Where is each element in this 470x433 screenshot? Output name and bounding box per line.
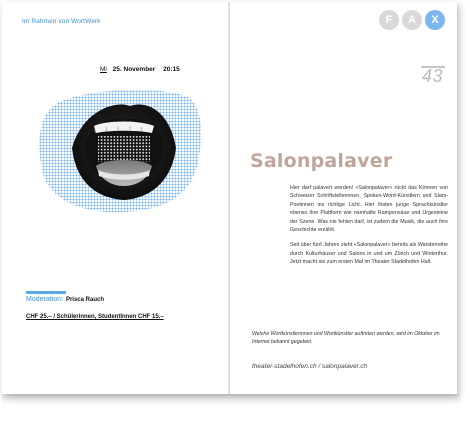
moderation-accent-bar [26, 291, 66, 294]
website-links[interactable]: theater-stadelhofen.ch / salonpalaver.ch [252, 363, 368, 370]
moderation-label: Moderation: [26, 296, 63, 303]
event-time: 20:15 [163, 66, 180, 73]
moderation-line [26, 296, 104, 303]
performers-note: Welche Wortkünstlerinnen und Wortkünstler auftreten werden, wird im Oktober im Internet bekannt gegeben. [252, 331, 440, 346]
page-shadow [2, 394, 460, 406]
series-label: Im Rahmen von WortWerk [22, 18, 101, 25]
fax-x-badge: X [425, 10, 445, 30]
right-page [230, 2, 457, 394]
event-day: Mi [100, 66, 107, 73]
left-page [2, 2, 229, 394]
article-title: Salonpalaver [250, 150, 393, 172]
ticket-price: CHF 25.– / Schülerinnen, StudentInnen CHF 15.– [26, 314, 164, 320]
moderator-name: Prisca Rauch [65, 297, 104, 303]
article-body [290, 184, 448, 274]
page-number: 43 [422, 66, 444, 86]
event-date-text: 25. November [112, 66, 156, 73]
event-date [100, 66, 180, 73]
article-paragraph: Hier darf palavert werden! «Salonpalaver» rückt das Können von Schweizer Schriftstellerinnen, Spoken-Word-Künstlern und Slam-Poetinnen ins richtige Licht. Hier finden junge Sprachkünstler ebenso ihre Plattform wie namhafte Rampensäue und Urgesteine der Szene. Was nie fehlen darf, ist zudem die Musik, die auch ihre Geschichte erzählt. [290, 185, 448, 234]
brochure-spread [2, 2, 457, 394]
fax-a-badge: A [402, 10, 422, 30]
article-paragraph: Seit über fünf Jahren zieht «Salonpalaver» bereits als Wanderreihe durch Kulturhäuser und Salons in und um Zürich und Winterthur. Jetzt macht sie zum ersten Mal im Theater Stadelhofen Halt. [290, 242, 448, 266]
fax-badges [379, 10, 445, 30]
open-mouth-illustration [36, 84, 204, 214]
fax-f-badge: F [379, 10, 399, 30]
